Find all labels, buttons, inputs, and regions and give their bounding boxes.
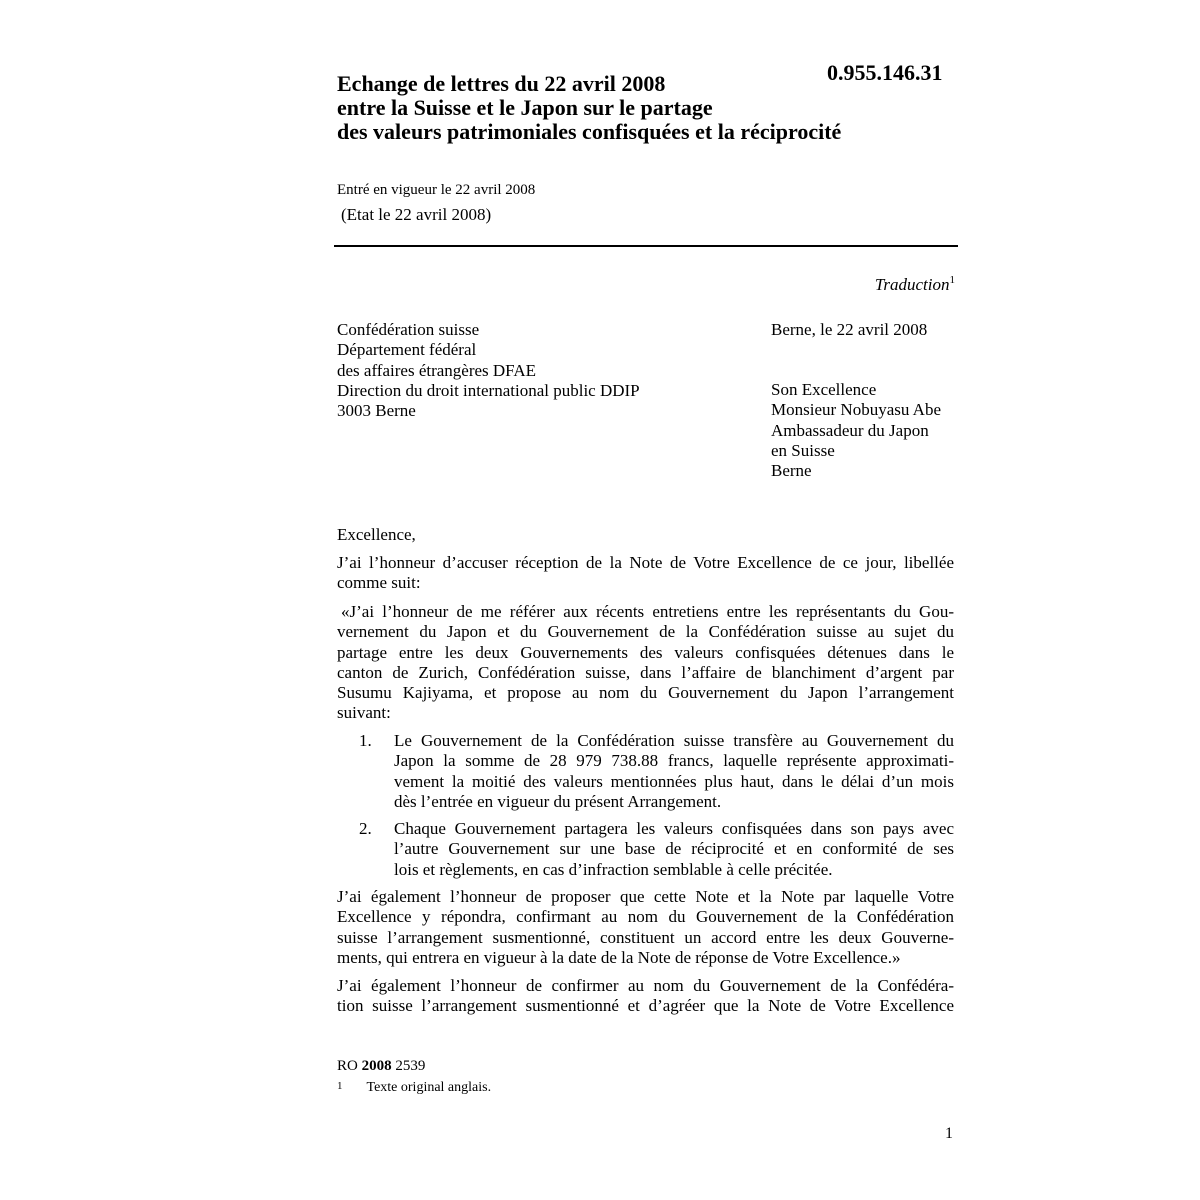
text-line: suisse l’arrangement susmentionné, constituent un accord entre les deux Gouverne- bbox=[337, 927, 954, 947]
sender-line: Département fédéral bbox=[337, 340, 477, 360]
list-item-number: 2. bbox=[359, 819, 372, 838]
text-line: ments, qui entrera en vigueur à la date de la Note de réponse de Votre Excellence.» bbox=[337, 947, 901, 967]
text-line: Japon la somme de 28 979 738.88 francs, laquelle représente approximati- bbox=[394, 751, 954, 771]
paragraph-confirmation bbox=[337, 976, 954, 1017]
ro-page: 2539 bbox=[395, 1058, 426, 1074]
text-line: partage entre les deux Gouvernements des valeurs confisquées détenues dans le bbox=[337, 642, 954, 662]
translation-label bbox=[875, 275, 955, 295]
sender-line: Direction du droit international public DDIP bbox=[337, 380, 640, 400]
paragraph-proposal bbox=[337, 887, 954, 968]
paragraph-acknowledgement bbox=[337, 553, 954, 594]
translation-text: Traduction bbox=[874, 275, 950, 294]
paragraph-quoted-note bbox=[337, 602, 954, 724]
text-line: tion suisse l’arrangement susmentionné et d’agréer que la Note de Votre Excellence bbox=[337, 996, 954, 1016]
page-number: 1 bbox=[945, 1125, 953, 1142]
text-line: Chaque Gouvernement partagera les valeurs confisquées dans son pays avec bbox=[394, 819, 954, 838]
document-number: 0.955.146.31 bbox=[827, 60, 943, 85]
text-line: comme suit: bbox=[337, 573, 421, 593]
recipient-line: Berne bbox=[771, 461, 812, 481]
recipient-line: Son Excellence bbox=[771, 380, 877, 399]
letter-date: Berne, le 22 avril 2008 bbox=[771, 320, 928, 339]
status-date: (Etat le 22 avril 2008) bbox=[341, 205, 492, 224]
text-line: Le Gouvernement de la Confédération suisse transfère au Gouvernement du bbox=[394, 731, 954, 750]
document-title bbox=[337, 72, 957, 144]
text-line: lois et règlements, en cas d’infraction semblable à celle précitée. bbox=[394, 859, 833, 879]
text-line: canton de Zurich, Confédération suisse, dans l’affaire de blanchiment d’argent par bbox=[337, 662, 954, 682]
list-item-text bbox=[394, 819, 954, 880]
title-line: des valeurs patrimoniales confisquées et la réciprocité bbox=[337, 119, 842, 144]
text-line: Susumu Kajiyama, et propose au nom du Gouvernement du Japon l’arrangement bbox=[337, 683, 954, 703]
ro-year: 2008 bbox=[361, 1058, 392, 1074]
sender-address bbox=[337, 320, 640, 421]
sender-line: des affaires étrangères DFAE bbox=[337, 360, 537, 380]
text-line: J’ai l’honneur d’accuser réception de la Note de Votre Excellence de ce jour, libellée bbox=[337, 553, 954, 572]
in-force-date: Entré en vigueur le 22 avril 2008 bbox=[337, 182, 536, 198]
sender-line: Confédération suisse bbox=[337, 320, 480, 339]
text-line: dès l’entrée en vigueur du présent Arrangement. bbox=[394, 791, 722, 811]
recipient-line: Ambassadeur du Japon bbox=[771, 420, 929, 440]
title-line: entre la Suisse et le Japon sur le partage bbox=[337, 95, 713, 120]
text-line: J’ai également l’honneur de confirmer au nom du Gouvernement de la Confédéra- bbox=[337, 976, 954, 995]
header-divider bbox=[334, 245, 958, 247]
text-line: «J’ai l’honneur de me référer aux récents entretiens entre les représentants du Gou- bbox=[341, 602, 954, 621]
text-line: vernement du Japon et du Gouvernement de la Confédération suisse au sujet du bbox=[337, 622, 954, 642]
text-line: l’autre Gouvernement sur une base de réciprocité et en conformité de ses bbox=[394, 839, 954, 859]
salutation: Excellence, bbox=[337, 525, 416, 544]
footnote-text: Texte original anglais. bbox=[366, 1080, 492, 1095]
footnote-reference[interactable]: 1 bbox=[949, 274, 955, 286]
footnote-mark: 1 bbox=[337, 1080, 343, 1092]
recipient-line: en Suisse bbox=[771, 440, 835, 460]
sender-line: 3003 Berne bbox=[337, 401, 416, 421]
text-line: suivant: bbox=[337, 703, 391, 723]
text-line: Excellence y répondra, confirmant au nom du Gouvernement de la Confédération bbox=[337, 907, 954, 927]
official-compilation-reference bbox=[337, 1058, 425, 1075]
recipient-address bbox=[771, 380, 941, 481]
text-line: vement la moitié des valeurs mentionnées plus haut, dans le délai d’un mois bbox=[394, 771, 954, 791]
footnote bbox=[337, 1080, 491, 1096]
list-item-number: 1. bbox=[359, 731, 372, 750]
text-line: J’ai également l’honneur de proposer que cette Note et la Note par laquelle Votre bbox=[337, 887, 954, 906]
list-item-text bbox=[394, 731, 954, 812]
title-line: Echange de lettres du 22 avril 2008 bbox=[337, 71, 666, 96]
recipient-line: Monsieur Nobuyasu Abe bbox=[771, 400, 941, 420]
ro-prefix: RO bbox=[337, 1058, 358, 1074]
